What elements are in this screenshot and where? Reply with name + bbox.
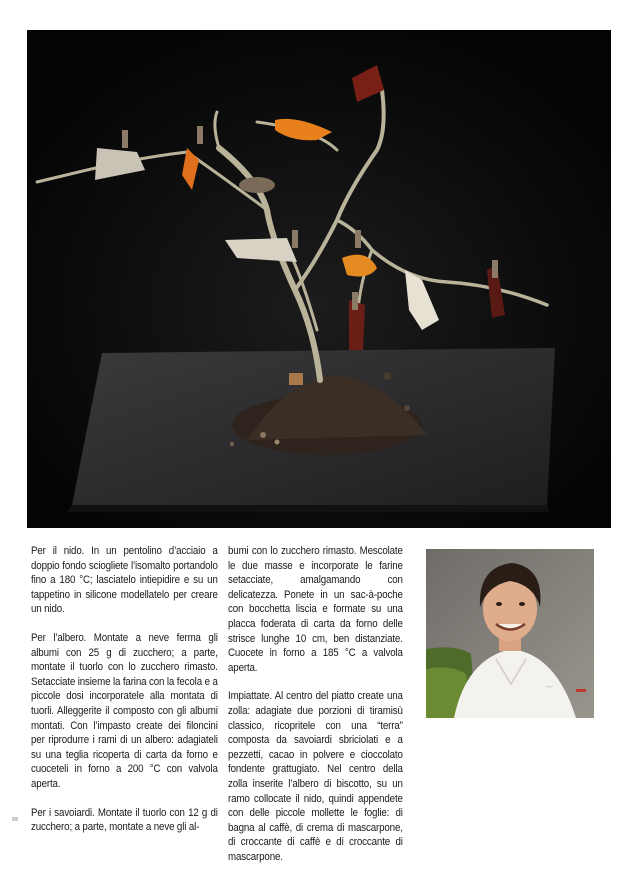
page-corner-mark: [12, 817, 18, 821]
recipe-step-nest: Per il nido. In un pentolino d’acciaio a doppio fondo sciogliete l’isomalto portandolo fino a 180 °C; lasciatelo intiepidire e su un tappetino in silicone modellatelo per creare un nido.: [31, 545, 218, 616]
recipe-step-ladyfingers-continued: bumi con lo zucchero rimasto. Mescolate le due masse e incorporate le farine setacciate, amalgamando con delicatezza. Ponete in un sac-à-poche con bocchetta liscia e formate su una placca foderata di carta da forno delle strisce lunghe 10 cm, ben distanziate. Cuocete in forno a 185 °C a valvola aperta.: [228, 545, 403, 674]
article-column-middle: [228, 544, 403, 878]
recipe-step-plating: Impiattate. Al centro del piatto create una zolla: adagiate due porzioni di tiramisù classico, ricopritele con una “terra” composta da savoiardi sbriciolati e a pezzetti, cacao in polvere e cioccolato fondente grattugiato. Nel centro della zolla inserite l’albero di biscotto, su un ramo collocate il nido, quindi appendete con delle piccole mollette le foglie: di bagna al caffè, di crema di mascarpone, di croccante di caffè e di croccante di mascarpone.: [228, 690, 403, 863]
recipe-step-tree: Per l’albero. Montate a neve ferma gli albumi con 25 g di zucchero; a parte, montate il tuorlo con lo zucchero rimasto. Setacciate insieme la farina con la fecola e a piccole dosi incorporatele alla montata di tuorli. Alleggerite il composto con gli albumi montati. Con l’impasto create dei filoncini per riprodurre i rami di un albero: adagiateli su una teglia ricoperta di carta da forno e cuoceteli in forno a 200 °C con valvola aperta.: [31, 631, 218, 790]
chef-portrait-icon: [426, 549, 594, 718]
hero-photo: [27, 30, 611, 528]
article-column-left: [31, 544, 218, 849]
dessert-tree-icon: [27, 30, 611, 528]
recipe-step-ladyfingers: Per i savoiardi. Montate il tuorlo con 12 g di zucchero; a parte, montate a neve gli al-: [31, 806, 218, 834]
svg-text:~~: ~~: [546, 685, 553, 691]
chef-portrait: [426, 549, 594, 718]
